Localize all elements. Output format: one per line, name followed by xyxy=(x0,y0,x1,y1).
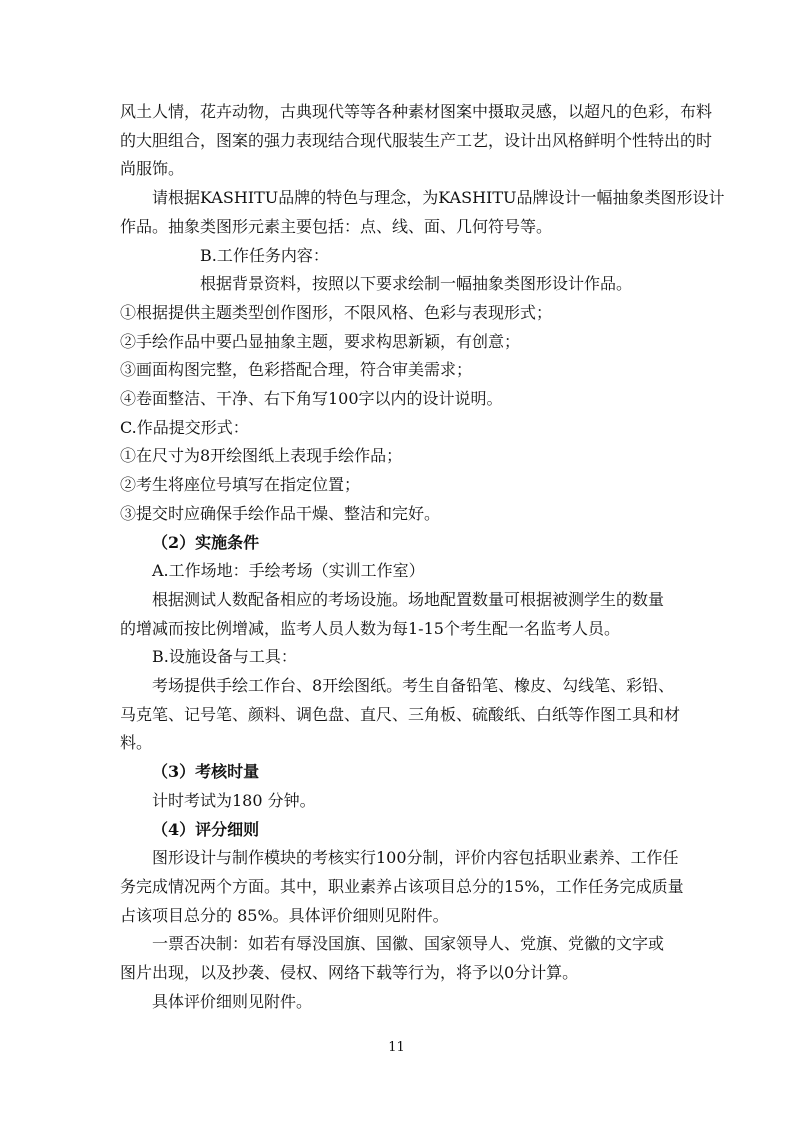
body-line: 一票否决制：如若有辱没国旗、国徽、国家领导人、党旗、党徽的文字或 xyxy=(152,934,665,954)
subheading-submission: C.作品提交形式： xyxy=(120,417,249,437)
subheading-venue: A.工作场地：手绘考场（实训工作室） xyxy=(152,561,425,581)
body-line: 占该项目总分的 85%。具体评价细则见附件。 xyxy=(120,905,449,925)
section-heading: （4）评分细则 xyxy=(152,819,260,839)
body-line: 尚服饰。 xyxy=(120,159,185,179)
body-line: 具体评价细则见附件。 xyxy=(152,991,313,1011)
body-line: 图片出现，以及抄袭、侵权、网络下载等行为，将予以0分计算。 xyxy=(120,963,579,982)
section-heading: （3）考核时量 xyxy=(152,762,260,782)
body-line: 计时考试为180 分钟。 xyxy=(152,790,316,810)
list-item: ③提交时应确保手绘作品干燥、整洁和完好。 xyxy=(120,503,441,523)
list-item: ①根据提供主题类型创作图形，不限风格、色彩与表现形式； xyxy=(120,302,553,322)
list-item: ②考生将座位号填写在指定位置； xyxy=(120,475,361,495)
body-line: 根据测试人数配备相应的考场设施。场地配置数量可根据被测学生的数量 xyxy=(152,589,665,609)
list-item: ②手绘作品中要凸显抽象主题，要求构思新颖，有创意； xyxy=(120,331,521,351)
body-line: 的增减而按比例增减，监考人员人数为每1-15个考生配一名监考人员。 xyxy=(120,618,620,638)
body-line: 根据背景资料，按照以下要求绘制一幅抽象类图形设计作品。 xyxy=(200,274,633,294)
body-line: 风土人情，花卉动物，古典现代等等各种素材图案中摄取灵感，以超凡的色彩，布料 xyxy=(120,102,713,121)
subheading-equipment: B.设施设备与工具： xyxy=(152,647,297,667)
body-line: 的大胆组合，图案的强力表现结合现代服装生产工艺，设计出风格鲜明个性特出的时 xyxy=(120,130,713,150)
subheading-task-content: B.工作任务内容： xyxy=(200,245,329,265)
list-item: ④卷面整洁、干净、右下角写100字以内的设计说明。 xyxy=(120,389,503,408)
section-heading: （2）实施条件 xyxy=(152,532,260,552)
body-line: 作品。抽象类图形元素主要包括：点、线、面、几何符号等。 xyxy=(120,216,553,236)
body-line: 料。 xyxy=(120,733,153,753)
list-item: ③画面构图完整，色彩搭配合理，符合审美需求； xyxy=(120,360,473,380)
body-line: 务完成情况两个方面。其中，职业素养占该项目总分的15%，工作任务完成质量 xyxy=(120,876,684,896)
list-item: ①在尺寸为8开绘图纸上表现手绘作品； xyxy=(120,446,403,466)
body-line: 请根据KASHITU品牌的特色与理念，为KASHITU品牌设计一幅抽象类图形设计 xyxy=(152,188,725,208)
body-line: 考场提供手绘工作台、8开绘图纸。考生自备铅笔、橡皮、勾线笔、彩铅、 xyxy=(152,676,675,695)
body-line: 马克笔、记号笔、颜料、调色盘、直尺、三角板、硫酸纸、白纸等作图工具和材 xyxy=(120,704,681,724)
body-line: 图形设计与制作模块的考核实行100分制，评价内容包括职业素养、工作任 xyxy=(152,848,679,868)
page-number: 11 xyxy=(388,1040,405,1055)
